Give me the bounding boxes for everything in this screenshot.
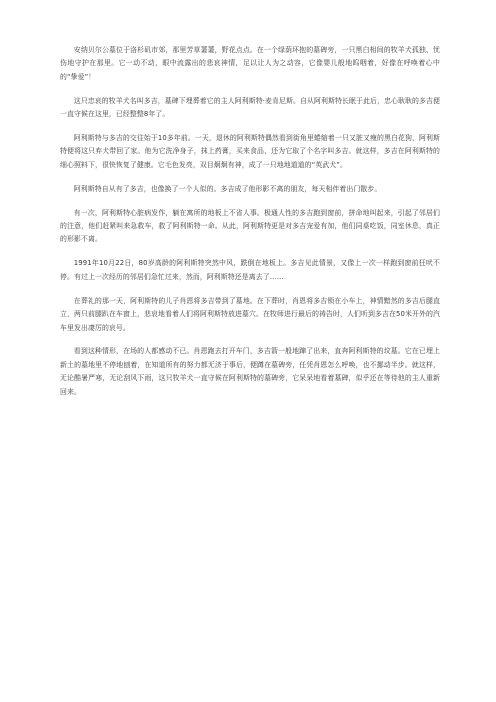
paragraph-6: 1991年10月22日，80岁高龄的阿利斯特突然中风，跌倒在地板上。多吉见此情景，又像上一次一样跑到窗前狂吠不停。有过上一次经历的邻居们急忙过来，然而，阿利斯特还是离去了……: [60, 259, 440, 281]
paragraph-3: 阿利斯特与多吉的交往始于10多年前。一天，退休的阿利斯特偶然看到街角里蜷缩着一只又脏又瘦的黑白花狗，阿利斯特便将这只弃犬带回了家。他为它洗净身子，抹上药膏，买来食品，还为它取了个名字叫多吉。就这样，多吉在阿利斯特的细心照料下，很快恢复了健康。它毛色发亮，双目炯炯有神，成了一只地地道道的“英武犬”。: [60, 134, 440, 169]
paragraph-7: 在葬礼的那一天，阿利斯特的儿子肖恩将多吉带到了墓地。在下葬时，肖恩将多吉锁在小车上，神情黯然的多吉后腿直立，两只前腿趴在车窗上，悲哀地看着人们将阿利斯特放进墓穴。在牧师进行最后的祷告时，人们听到多吉在50米开外的汽车里发出凄厉的哀号。: [60, 296, 440, 332]
document-body: [60, 44, 440, 410]
paragraph-2: 这只忠哀的牧羊犬名叫多吉，墓碑下埋葬着它的主人阿利斯特·麦肯尼斯。自从阿利斯特长眠于此后，忠心耿耿的多吉便一直守候在这里，已经整整8年了。: [60, 96, 440, 119]
paragraph-5: 有一次，阿利斯特心脏病发作，躺在寓所的地板上不省人事。极通人性的多吉跑到窗前，拼命地叫起来，引起了邻居们的注意，他们赶紧叫来急救车，救了阿利斯特一命。从此，阿利斯特更是对多吉宠爱有加，他们同桌吃饭，同室休息，真正的形影不离。: [60, 208, 440, 244]
paragraph-8: 看到这种情形，在场的人都感动不已。肖恩跑去打开车门，多吉箭一般地蹿了出来，直奔阿利斯特的坟墓。它在已埋上新土的墓地里不停地刨着，在知道所有的努力都无济于事后，便蹲在墓碑旁，任凭肖恩怎么呼唤，也不挪动半步。就这样，无论酷暑严寒，无论刮风下雨，这只牧羊犬一直守候在阿利斯特的墓碑旁，它呆呆地看着墓碑，似乎还在等待他的主人重新回来。: [60, 347, 440, 396]
paragraph-1: 安纳贝尔公墓位于洛杉矶市郊，那里芳草萋萋，野花点点。在一个绿荫环抱的墓碑旁，一只黑白相间的牧羊犬孤独、忧伤地守护在那里。它一动不动，眼中流露出的悲哀神情，足以让人为之动容，它像婴儿般地呜咽着，好像在呼唤着心中的“挚爱”！: [60, 46, 440, 81]
paragraph-4: 阿利斯特自从有了多吉，也像换了一个人似的。多吉成了他形影不离的朋友，每天相伴着出门散步。: [73, 184, 382, 193]
